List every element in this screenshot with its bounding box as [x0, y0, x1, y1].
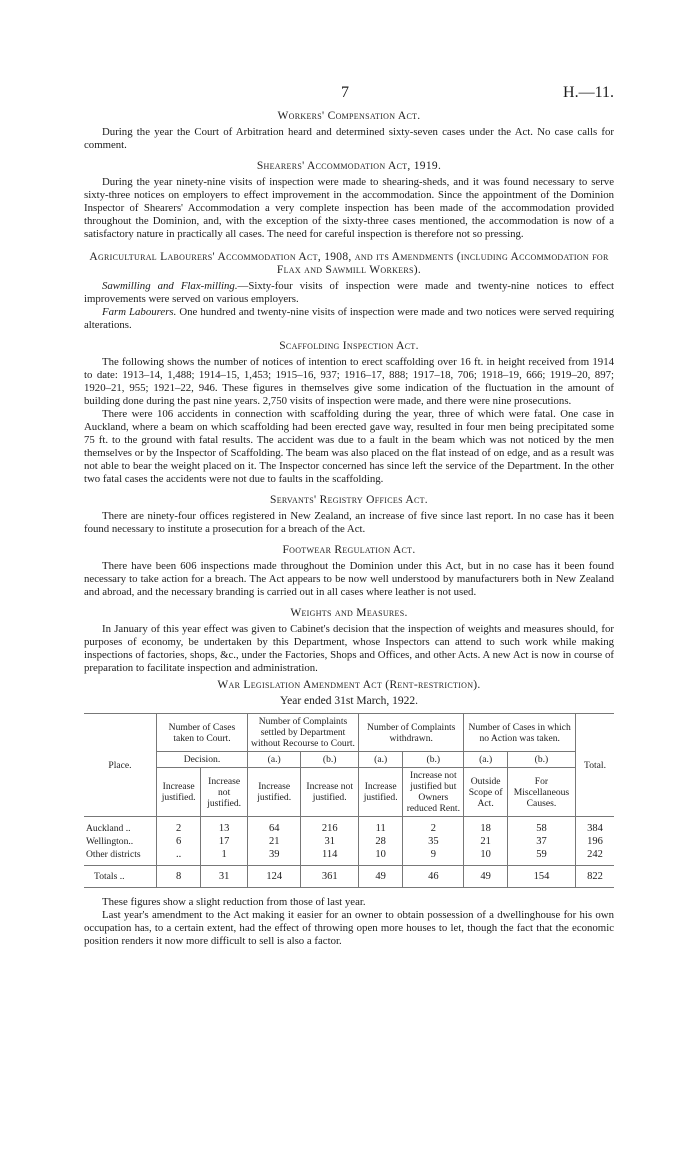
group-withdrawn: Number of Complaints withdrawn. — [359, 714, 464, 752]
farm-labourers-lead: Farm Labourers. — [102, 306, 177, 318]
paragraph-scaffolding-2: There were 106 accidents in connection with scaffolding during the year, three of which were fatal. One case in Auckland, where a beam on which scaffolding had been erected gave way, resulted in four men being precipitated some 75 ft. to the ground with fatal results. The accident was due to a fault in the beam which was not noticed by the men themselves or by the Inspector of Scaffolding. The beam was also placed on the flat instead of on edge, and as a result was not able to bear the weight placed on it. The Inspector concerned has since left the service of the Department. In the other two fatal cases the accidents were not due to faults in the scaffolding. — [84, 408, 614, 485]
sawmilling-text: —Sixty-four visits of inspection were made and twenty-nine notices to effect improvements were served on various employers. — [84, 280, 615, 305]
cell: 216 — [301, 817, 359, 836]
document-page — [84, 84, 614, 948]
cell: 114 — [301, 848, 359, 861]
cell: 1 — [201, 848, 248, 861]
total-cell: 49 — [464, 866, 508, 888]
cell: 28 — [359, 835, 403, 848]
col-increase-justified: Increase justified. — [157, 768, 201, 817]
row-place: Auckland .. — [84, 817, 157, 836]
col-settled-not-justified: Increase not justified. — [301, 768, 359, 817]
col-increase-not-justified: Increase not justified. — [201, 768, 248, 817]
col-outside-scope: Outside Scope of Act. — [464, 768, 508, 817]
paragraph-scaffolding-1: The following shows the number of notices of intention to erect scaffolding over 16 ft. in height received from 1914 to date: 1913–14, 1,488; 1914–15, 1,453; 1915–16, 937; 1916–17, 888; 1917–18, 706; 1918–19, 666; 1919–20, 897; 1920–21, 955; 1921–22, 946. These figures in themselves give some indication of the fluctuation in the amount of building done during the past nine years. 2,750 visits of inspection were made, and there were nine prosecutions. — [84, 356, 614, 407]
place-header: Place. — [84, 714, 157, 817]
paragraph-footwear: There have been 606 inspections made throughout the Dominion under this Act, but in no case has it been found necessary to take action for a breach. The Act appears to be now well understood by manufacturers both in New Zealand and abroad, and the necessary branding is carried out in all cases where leather is not used. — [84, 560, 614, 598]
heading-weights: Weights and Measures. — [290, 607, 408, 619]
heading-servants: Servants' Registry Offices Act. — [270, 494, 428, 506]
paragraph-farm-labourers — [84, 306, 614, 332]
heading-war-legislation: War Legislation Amendment Act (Rent-restriction). — [217, 679, 481, 691]
total-cell: 49 — [359, 866, 403, 888]
cell: 17 — [201, 835, 248, 848]
paragraph-sawmilling — [84, 280, 614, 306]
heading-agricultural: Agricultural Labourers' Accommodation Act, 1908, and its Amendments (including Accommodation for Flax and Sawmill Workers). — [89, 251, 609, 276]
totals-label: Totals .. — [84, 866, 157, 888]
cell: 35 — [403, 835, 464, 848]
cell: 9 — [403, 848, 464, 861]
table-row — [84, 835, 614, 848]
cell: 37 — [507, 835, 575, 848]
cell: 18 — [464, 817, 508, 836]
total-cell: 361 — [301, 866, 359, 888]
total-cell: 31 — [201, 866, 248, 888]
cell: 64 — [247, 817, 300, 836]
cell-total: 384 — [576, 817, 615, 836]
paragraph-closing-2: Last year's amendment to the Act making it easier for an owner to obtain possession of a dwellinghouse for his own occupation has, to a certain extent, had the effect of throwing open more houses to let, though the fact that the economic position renders it now more difficult to sell is also a factor. — [84, 909, 614, 947]
paragraph-servants: There are ninety-four offices registered in New Zealand, an increase of five since last report. In no case has it been found necessary to institute a prosecution for a breach of the Act. — [84, 510, 614, 535]
group-cases-taken: Number of Cases taken to Court. — [157, 714, 248, 752]
cell: 10 — [464, 848, 508, 861]
table-row — [84, 817, 614, 836]
decision-header: Decision. — [157, 752, 248, 768]
settled-b-label: (b.) — [301, 752, 359, 768]
withdrawn-a-label: (a.) — [359, 752, 403, 768]
col-withdrawn-justified: Increase justified. — [359, 768, 403, 817]
row-place: Other districts — [84, 848, 157, 861]
cell: 21 — [247, 835, 300, 848]
paragraph-workers-compensation: During the year the Court of Arbitration heard and determined sixty-seven cases under the Act. No case calls for comment. — [84, 126, 614, 151]
paragraph-weights: In January of this year effect was given to Cabinet's decision that the inspection of weights and measures should, for purposes of economy, be undertaken by this Department, whose Inspectors can attend to such work while making inspections of factories, shops, &c., under the Factories, Shops and Offices, and other Acts. A new Act is now in course of preparation to facilitate inspection and administration. — [84, 623, 614, 674]
cell-total: 196 — [576, 835, 615, 848]
total-cell: 124 — [247, 866, 300, 888]
group-no-action: Number of Cases in which no Action was taken. — [464, 714, 576, 752]
total-header: Total. — [576, 714, 615, 817]
totals-row — [84, 866, 614, 888]
paragraph-shearers: During the year ninety-nine visits of inspection were made to shearing-sheds, and it was found necessary to serve sixty-three notices on employers to effect improvement in the accommodation. Since the appointment of the Dominion Inspector of Shearers' Accommodation a very complete inspection has been made of the accommodation provided throughout the Dominion, and, with the exception of the sixty-three cases mentioned, the accommodation is now of a satisfactory nature in practically all cases. The need for careful inspection is therefore not so pressing. — [84, 176, 614, 240]
farm-labourers-text: One hundred and twenty-nine visits of inspection were made and two notices were served requiring alterations. — [84, 306, 614, 331]
total-cell: 154 — [507, 866, 575, 888]
settled-a-label: (a.) — [247, 752, 300, 768]
withdrawn-b-label: (b.) — [403, 752, 464, 768]
noaction-a-label: (a.) — [464, 752, 508, 768]
rent-restriction-table — [84, 713, 614, 888]
col-withdrawn-reduced-rent: Increase not justified but Owners reduced Rent. — [403, 768, 464, 817]
grand-total: 822 — [576, 866, 615, 888]
cell: 13 — [201, 817, 248, 836]
heading-workers-compensation: Workers' Compensation Act. — [277, 110, 421, 122]
cell: 59 — [507, 848, 575, 861]
heading-scaffolding: Scaffolding Inspection Act. — [279, 340, 419, 352]
heading-footwear: Footwear Regulation Act. — [282, 544, 416, 556]
cell: .. — [157, 848, 201, 861]
cell-total: 242 — [576, 848, 615, 861]
sawmilling-lead: Sawmilling and Flax-milling. — [102, 280, 238, 292]
group-settled: Number of Complaints settled by Department without Recourse to Court. — [247, 714, 358, 752]
table-subtitle: Year ended 31st March, 1922. — [279, 695, 419, 707]
cell: 2 — [157, 817, 201, 836]
page-header — [84, 84, 614, 106]
heading-shearers: Shearers' Accommodation Act, 1919. — [256, 160, 442, 172]
col-settled-justified: Increase justified. — [247, 768, 300, 817]
total-cell: 8 — [157, 866, 201, 888]
page-reference: H.—11. — [563, 84, 614, 101]
cell: 31 — [301, 835, 359, 848]
cell: 58 — [507, 817, 575, 836]
cell: 2 — [403, 817, 464, 836]
cell: 21 — [464, 835, 508, 848]
page-number: 7 — [341, 84, 349, 101]
total-cell: 46 — [403, 866, 464, 888]
row-place: Wellington.. — [84, 835, 157, 848]
table-row — [84, 848, 614, 861]
cell: 6 — [157, 835, 201, 848]
noaction-b-label: (b.) — [507, 752, 575, 768]
col-miscellaneous: For Miscellaneous Causes. — [507, 768, 575, 817]
cell: 10 — [359, 848, 403, 861]
cell: 11 — [359, 817, 403, 836]
cell: 39 — [247, 848, 300, 861]
paragraph-closing-1: These figures show a slight reduction from those of last year. — [102, 896, 366, 908]
